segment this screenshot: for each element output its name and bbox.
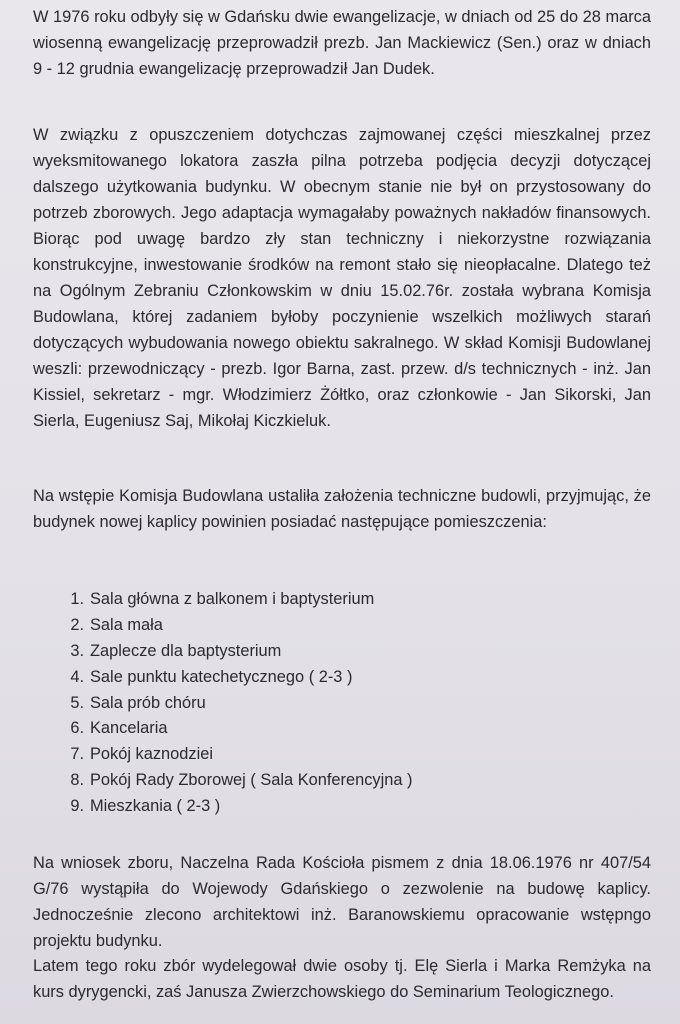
- list-item: [62, 793, 413, 819]
- list-item-number: 5.: [70, 693, 84, 712]
- list-item-text: Sala główna z balkonem i baptysterium: [90, 590, 375, 608]
- list-item-text: Pokój Rady Zborowej ( Sala Konferencyjna ): [90, 771, 413, 790]
- list-item-number: 2.: [70, 615, 84, 634]
- list-item-text: Mieszkania ( 2-3 ): [90, 797, 221, 816]
- paragraph-technical-assumptions: Na wstępie Komisja Budowlana ustaliła założenia techniczne budowli, przyjmując, że budynek nowej kaplicy powinien posiadać następujące pomieszczenia:: [33, 487, 651, 531]
- paragraph-delegation: Latem tego roku zbór wydelegował dwie osoby tj. Elę Sierla i Marka Remżyka na kurs dyrygencki, zaś Janusza Zwierzchowskiego do Seminarium Teologicznego.: [33, 957, 651, 1001]
- paragraph-permit-request: Na wniosek zboru, Naczelna Rada Kościoła pismem z dnia 18.06.1976 nr 407/54 G/76 wystąpiła do Wojewody Gdańskiego o zezwolenie na budowę kaplicy. Jednocześnie zlecono architektowi inż. Baranowskiemu opracowanie wstępngo projektu budynku.: [33, 854, 651, 950]
- list-item: [62, 767, 413, 793]
- list-item-number: 3.: [70, 641, 84, 660]
- list-item: [62, 664, 413, 690]
- list-item-text: Zaplecze dla baptysterium: [90, 641, 282, 660]
- list-item-number: 8.: [70, 771, 84, 790]
- list-item-text: Sale punktu katechetycznego ( 2-3 ): [90, 667, 353, 686]
- list-item: [62, 638, 413, 664]
- list-item-number: 7.: [70, 745, 84, 764]
- paragraph-evangelizations: W 1976 roku odbyły się w Gdańsku dwie ewangelizacje, w dniach od 25 do 28 marca wiosenną ewangelizację przeprowadził prezb. Jan Mackiewicz (Sen.) oraz w dniach 9 - 12 grudnia ewangelizację przeprowadził Jan Dudek.: [33, 8, 651, 78]
- list-item: [62, 690, 413, 716]
- list-item-text: Sala prób chóru: [90, 693, 206, 712]
- list-item-number: 6.: [70, 719, 84, 738]
- list-item-text: Pokój kaznodziei: [90, 745, 214, 764]
- list-item-number: 4.: [70, 667, 84, 686]
- paragraph-building-commission: W związku z opuszczeniem dotychczas zajmowanej części mieszkalnej przez wyeksmitowanego lokatora zaszła pilna potrzeba podjęcia decyzji dotyczącej dalszego użytkowania budynku. W obecnym stanie nie był on przystosowany do potrzeb zborowych. Jego adaptacja wymagałaby poważnych nakładów finansowych. Biorąc pod uwagę bardzo zły stan techniczny i niekorzystne rozwiązania konstrukcyjne, inwestowanie środków na remont stało się nieopłacalne. Dlatego też na Ogólnym Zebraniu Członkowskim w dniu 15.02.76r. została wybrana Komisja Budowlana, której zadaniem byłoby poczynienie wszelkich możliwych starań dotyczących wybudowania nowego obiektu sakralnego. W skład Komisji Budowlanej weszli: przewodniczący - prezb. Igor Barna, zast. przew. d/s technicznych - inż. Jan Kissiel, sekretarz - mgr. Włodzimierz Żółtko, oraz członkowie - Jan Sikorski, Jan Sierla, Eugeniusz Saj, Mikołaj Kiczkieluk.: [33, 126, 651, 430]
- list-item: [62, 612, 413, 638]
- list-item: [62, 586, 413, 612]
- list-item-text: Sala mała: [90, 615, 163, 634]
- list-item: [62, 741, 413, 767]
- list-item: [62, 715, 413, 741]
- list-item-text: Kancelaria: [90, 719, 168, 738]
- rooms-list: [62, 586, 413, 819]
- list-item-number: 9.: [70, 797, 84, 816]
- list-item-number: 1.: [70, 590, 84, 608]
